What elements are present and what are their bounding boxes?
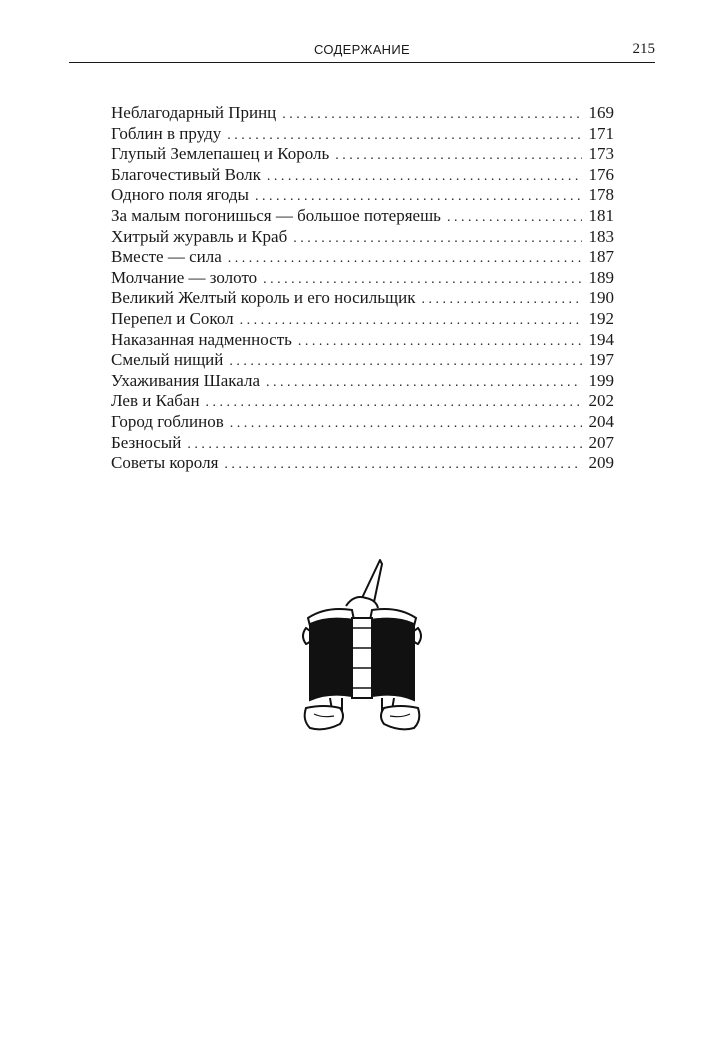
dot-leader	[187, 435, 582, 456]
dot-leader	[230, 414, 582, 435]
toc-entry-title: Безносый	[111, 432, 182, 452]
dot-leader	[421, 290, 582, 311]
toc-entry-page: 199	[588, 370, 614, 390]
toc-entry-page: 176	[588, 164, 614, 184]
toc-entry-title: За малым погонишься — большое потеряешь	[111, 205, 441, 225]
toc-entry-title: Неблагодарный Принц	[111, 103, 277, 122]
toc-entry-title: Советы короля	[111, 453, 219, 473]
toc-entry-title: Молчание — золото	[111, 267, 258, 287]
toc-entry	[111, 206, 614, 227]
toc-entry-title: Гоблин в пруду	[111, 123, 222, 143]
toc-entry-title: Глупый Землепашец и Король	[111, 144, 330, 164]
toc-entry	[111, 288, 614, 309]
page-title: СОДЕРЖАНИЕ	[313, 42, 410, 57]
dot-leader	[227, 126, 582, 147]
toc-entry-page: 207	[588, 432, 614, 452]
table-of-contents	[111, 103, 614, 474]
dot-leader	[282, 105, 582, 126]
toc-entry-page: 190	[588, 288, 614, 308]
dot-leader	[298, 332, 582, 353]
toc-entry-page: 181	[588, 205, 614, 225]
toc-entry-title: Город гоблинов	[111, 411, 224, 431]
toc-entry	[111, 103, 614, 124]
toc-entry-page: 183	[588, 226, 614, 246]
toc-entry	[111, 227, 614, 248]
toc-entry-page: 189	[588, 267, 614, 287]
toc-entry	[111, 350, 614, 371]
toc-entry-title: Великий Желтый король и его носильщик	[111, 288, 416, 308]
toc-entry	[111, 453, 614, 474]
dot-leader	[293, 229, 582, 250]
dot-leader	[229, 352, 582, 373]
toc-entry-page: 209	[588, 453, 614, 473]
toc-entry-page: 204	[588, 411, 614, 431]
toc-entry-page: 194	[588, 329, 614, 349]
toc-entry	[111, 309, 614, 330]
goblin-reading-book-icon	[296, 558, 428, 736]
running-head	[69, 40, 655, 63]
toc-entry-page: 169	[588, 103, 614, 122]
toc-entry-page: 197	[588, 350, 614, 370]
toc-entry	[111, 330, 614, 351]
toc-entry-title: Лев и Кабан	[111, 391, 200, 411]
dot-leader	[206, 393, 582, 414]
toc-entry	[111, 412, 614, 433]
dot-leader	[266, 373, 582, 394]
dot-leader	[335, 146, 582, 167]
toc-entry	[111, 144, 614, 165]
toc-entry-page: 192	[588, 308, 614, 328]
toc-entry	[111, 185, 614, 206]
toc-entry	[111, 124, 614, 145]
toc-entry-title: Вместе — сила	[111, 247, 222, 267]
toc-entry-page: 202	[588, 391, 614, 411]
toc-entry	[111, 247, 614, 268]
toc-entry-page: 173	[588, 144, 614, 164]
toc-entry	[111, 433, 614, 454]
page-number: 215	[632, 41, 655, 57]
toc-entry-page: 178	[588, 185, 614, 205]
toc-entry-title: Наказанная надменность	[111, 329, 292, 349]
dot-leader	[240, 311, 582, 332]
toc-entry	[111, 268, 614, 289]
dot-leader	[447, 208, 582, 229]
toc-entry-title: Ухаживания Шакала	[111, 370, 261, 390]
toc-entry-title: Благочестивый Волк	[111, 164, 261, 184]
toc-entry	[111, 391, 614, 412]
dot-leader	[228, 249, 582, 270]
toc-entry-title: Одного поля ягоды	[111, 185, 249, 205]
toc-entry-title: Хитрый журавль и Краб	[111, 226, 288, 246]
dot-leader	[263, 270, 582, 291]
toc-entry	[111, 165, 614, 186]
toc-entry-page: 171	[588, 123, 614, 143]
toc-entry-title: Перепел и Сокол	[111, 308, 234, 328]
dot-leader	[224, 455, 582, 476]
toc-entry-title: Смелый нищий	[111, 350, 224, 370]
toc-entry-page: 187	[588, 247, 614, 267]
dot-leader	[267, 167, 582, 188]
toc-entry	[111, 371, 614, 392]
dot-leader	[255, 187, 582, 208]
